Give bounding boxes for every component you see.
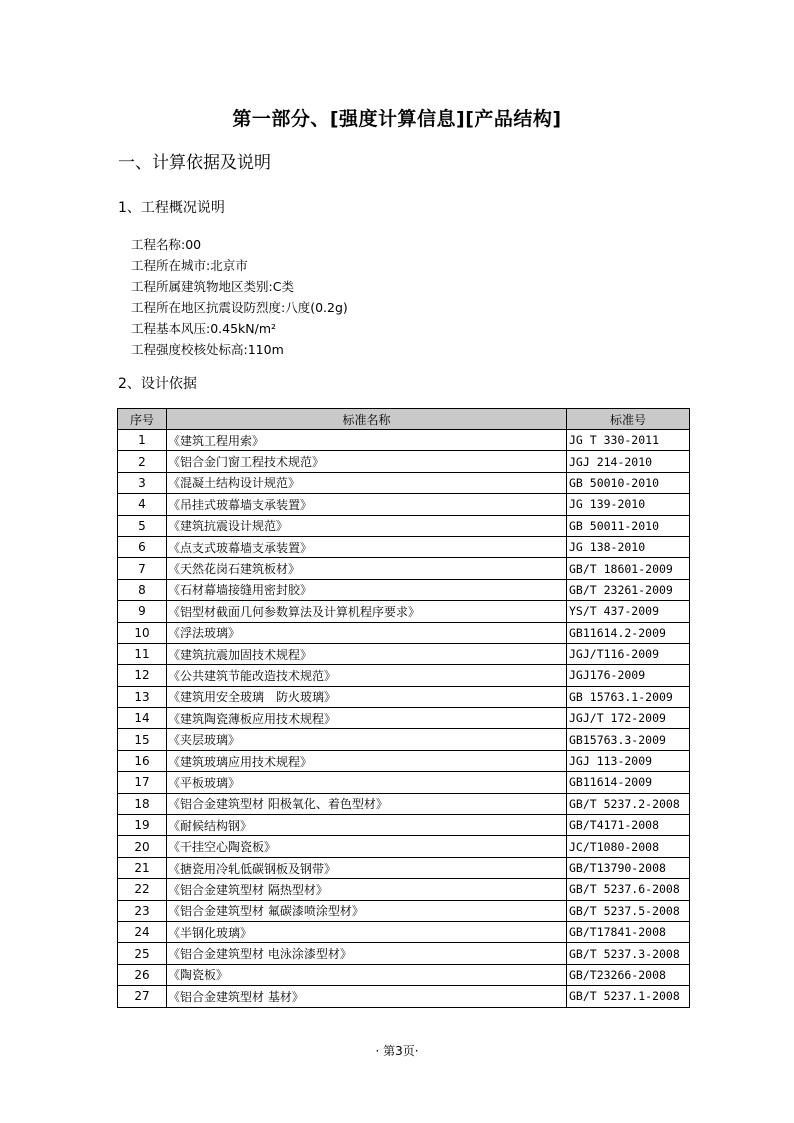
standard-name: 《公共建筑节能改造技术规范》 bbox=[167, 665, 567, 686]
table-row bbox=[118, 879, 690, 900]
subsection-heading-project-overview: 1、工程概况说明 bbox=[118, 200, 225, 216]
standard-name: 《建筑抗震加固技术规程》 bbox=[167, 643, 567, 664]
section-heading: 一、计算依据及说明 bbox=[118, 153, 271, 173]
standard-name: 《建筑工程用索》 bbox=[167, 430, 567, 451]
standard-name: 《铝合金建筑型材 隔热型材》 bbox=[167, 879, 567, 900]
row-number: 26 bbox=[118, 964, 167, 985]
table-row bbox=[118, 643, 690, 664]
standard-code: JGJ/T116-2009 bbox=[567, 643, 690, 664]
standard-name: 《平板玻璃》 bbox=[167, 772, 567, 793]
standard-code: GB/T 18601-2009 bbox=[567, 558, 690, 579]
standard-name: 《耐候结构钢》 bbox=[167, 815, 567, 836]
standard-name: 《吊挂式玻幕墙支承装置》 bbox=[167, 494, 567, 515]
row-number: 9 bbox=[118, 601, 167, 622]
table-header-row bbox=[118, 409, 690, 430]
standard-name: 《建筑用安全玻璃 防火玻璃》 bbox=[167, 686, 567, 707]
row-number: 14 bbox=[118, 708, 167, 729]
standard-name: 《建筑陶瓷薄板应用技术规程》 bbox=[167, 708, 567, 729]
standard-code: GB 50011-2010 bbox=[567, 515, 690, 536]
standard-code: JGJ 113-2009 bbox=[567, 750, 690, 771]
table-row bbox=[118, 708, 690, 729]
project-info-list bbox=[131, 234, 348, 360]
project-seismic-intensity: 工程所在地区抗震设防烈度:八度(0.2g) bbox=[131, 300, 348, 315]
standard-code: JGJ/T 172-2009 bbox=[567, 708, 690, 729]
table-row bbox=[118, 515, 690, 536]
row-number: 22 bbox=[118, 879, 167, 900]
standard-code: GB15763.3-2009 bbox=[567, 729, 690, 750]
standard-code: GB 15763.1-2009 bbox=[567, 686, 690, 707]
standard-code: GB/T 5237.6-2008 bbox=[567, 879, 690, 900]
table-row bbox=[118, 986, 690, 1007]
page-title: 第一部分、[强度计算信息][产品结构] bbox=[232, 108, 562, 130]
row-number: 15 bbox=[118, 729, 167, 750]
table-row bbox=[118, 665, 690, 686]
standard-name: 《干挂空心陶瓷板》 bbox=[167, 836, 567, 857]
table-row bbox=[118, 921, 690, 942]
project-check-elevation: 工程强度校核处标高:110m bbox=[131, 342, 284, 357]
standard-code: JC/T1080-2008 bbox=[567, 836, 690, 857]
standard-code: JG T 330-2011 bbox=[567, 430, 690, 451]
table-row bbox=[118, 558, 690, 579]
table-row bbox=[118, 536, 690, 557]
standards-table bbox=[117, 408, 690, 1008]
table-row bbox=[118, 494, 690, 515]
standard-name: 《铝型材截面几何参数算法及计算机程序要求》 bbox=[167, 601, 567, 622]
table-row bbox=[118, 772, 690, 793]
standard-code: GB/T 5237.1-2008 bbox=[567, 986, 690, 1007]
row-number: 12 bbox=[118, 665, 167, 686]
column-header-number: 序号 bbox=[118, 409, 167, 430]
table-row bbox=[118, 686, 690, 707]
row-number: 21 bbox=[118, 857, 167, 878]
table-row bbox=[118, 430, 690, 451]
standard-name: 《建筑玻璃应用技术规程》 bbox=[167, 750, 567, 771]
standard-code: JG 139-2010 bbox=[567, 494, 690, 515]
table-row bbox=[118, 900, 690, 921]
table-row bbox=[118, 750, 690, 771]
standard-name: 《浮法玻璃》 bbox=[167, 622, 567, 643]
standard-code: GB/T23266-2008 bbox=[567, 964, 690, 985]
row-number: 17 bbox=[118, 772, 167, 793]
standard-name: 《夹层玻璃》 bbox=[167, 729, 567, 750]
standard-code: GB/T 5237.5-2008 bbox=[567, 900, 690, 921]
table-row bbox=[118, 579, 690, 600]
row-number: 23 bbox=[118, 900, 167, 921]
column-header-standard-code: 标准号 bbox=[567, 409, 690, 430]
table-row bbox=[118, 622, 690, 643]
row-number: 11 bbox=[118, 643, 167, 664]
row-number: 5 bbox=[118, 515, 167, 536]
row-number: 20 bbox=[118, 836, 167, 857]
standard-code: JG 138-2010 bbox=[567, 536, 690, 557]
standard-name: 《陶瓷板》 bbox=[167, 964, 567, 985]
standard-code: JGJ176-2009 bbox=[567, 665, 690, 686]
project-terrain-category: 工程所属建筑物地区类别:C类 bbox=[131, 279, 294, 294]
table-row bbox=[118, 601, 690, 622]
standard-code: GB11614.2-2009 bbox=[567, 622, 690, 643]
standard-name: 《点支式玻幕墙支承装置》 bbox=[167, 536, 567, 557]
standard-code: GB/T13790-2008 bbox=[567, 857, 690, 878]
standard-code: GB11614-2009 bbox=[567, 772, 690, 793]
table-row bbox=[118, 729, 690, 750]
row-number: 16 bbox=[118, 750, 167, 771]
standard-code: GB/T17841-2008 bbox=[567, 921, 690, 942]
standard-code: GB/T 5237.2-2008 bbox=[567, 793, 690, 814]
row-number: 6 bbox=[118, 536, 167, 557]
row-number: 24 bbox=[118, 921, 167, 942]
standard-name: 《铝合金建筑型材 电泳涂漆型材》 bbox=[167, 943, 567, 964]
row-number: 25 bbox=[118, 943, 167, 964]
page-number: · 第3页· bbox=[375, 1044, 419, 1058]
standard-name: 《搪瓷用冷轧低碳钢板及钢带》 bbox=[167, 857, 567, 878]
row-number: 19 bbox=[118, 815, 167, 836]
row-number: 27 bbox=[118, 986, 167, 1007]
table-row bbox=[118, 836, 690, 857]
table-row bbox=[118, 472, 690, 493]
standard-code: GB/T 5237.3-2008 bbox=[567, 943, 690, 964]
standard-code: GB/T 23261-2009 bbox=[567, 579, 690, 600]
standard-name: 《混凝土结构设计规范》 bbox=[167, 472, 567, 493]
subsection-heading-design-basis: 2、设计依据 bbox=[118, 376, 197, 392]
row-number: 10 bbox=[118, 622, 167, 643]
row-number: 2 bbox=[118, 451, 167, 472]
row-number: 7 bbox=[118, 558, 167, 579]
project-name: 工程名称:00 bbox=[131, 237, 202, 252]
standard-name: 《铝合金门窗工程技术规范》 bbox=[167, 451, 567, 472]
row-number: 18 bbox=[118, 793, 167, 814]
row-number: 13 bbox=[118, 686, 167, 707]
standard-name: 《铝合金建筑型材 基材》 bbox=[167, 986, 567, 1007]
table-row bbox=[118, 815, 690, 836]
table-row bbox=[118, 943, 690, 964]
standard-name: 《铝合金建筑型材 氟碳漆喷涂型材》 bbox=[167, 900, 567, 921]
row-number: 1 bbox=[118, 430, 167, 451]
row-number: 3 bbox=[118, 472, 167, 493]
table-row bbox=[118, 793, 690, 814]
row-number: 8 bbox=[118, 579, 167, 600]
standard-name: 《天然花岗石建筑板材》 bbox=[167, 558, 567, 579]
standard-name: 《石材幕墙接缝用密封胶》 bbox=[167, 579, 567, 600]
row-number: 4 bbox=[118, 494, 167, 515]
standards-table-body bbox=[118, 430, 690, 1008]
standard-name: 《半钢化玻璃》 bbox=[167, 921, 567, 942]
table-row bbox=[118, 857, 690, 878]
standard-name: 《铝合金建筑型材 阳极氧化、着色型材》 bbox=[167, 793, 567, 814]
table-row bbox=[118, 964, 690, 985]
standard-name: 《建筑抗震设计规范》 bbox=[167, 515, 567, 536]
table-row bbox=[118, 451, 690, 472]
column-header-standard-name: 标准名称 bbox=[167, 409, 567, 430]
standard-code: GB 50010-2010 bbox=[567, 472, 690, 493]
standard-code: JGJ 214-2010 bbox=[567, 451, 690, 472]
project-city: 工程所在城市:北京市 bbox=[131, 258, 248, 273]
project-wind-pressure: 工程基本风压:0.45kN/m² bbox=[131, 321, 277, 336]
standard-code: GB/T4171-2008 bbox=[567, 815, 690, 836]
standard-code: YS/T 437-2009 bbox=[567, 601, 690, 622]
